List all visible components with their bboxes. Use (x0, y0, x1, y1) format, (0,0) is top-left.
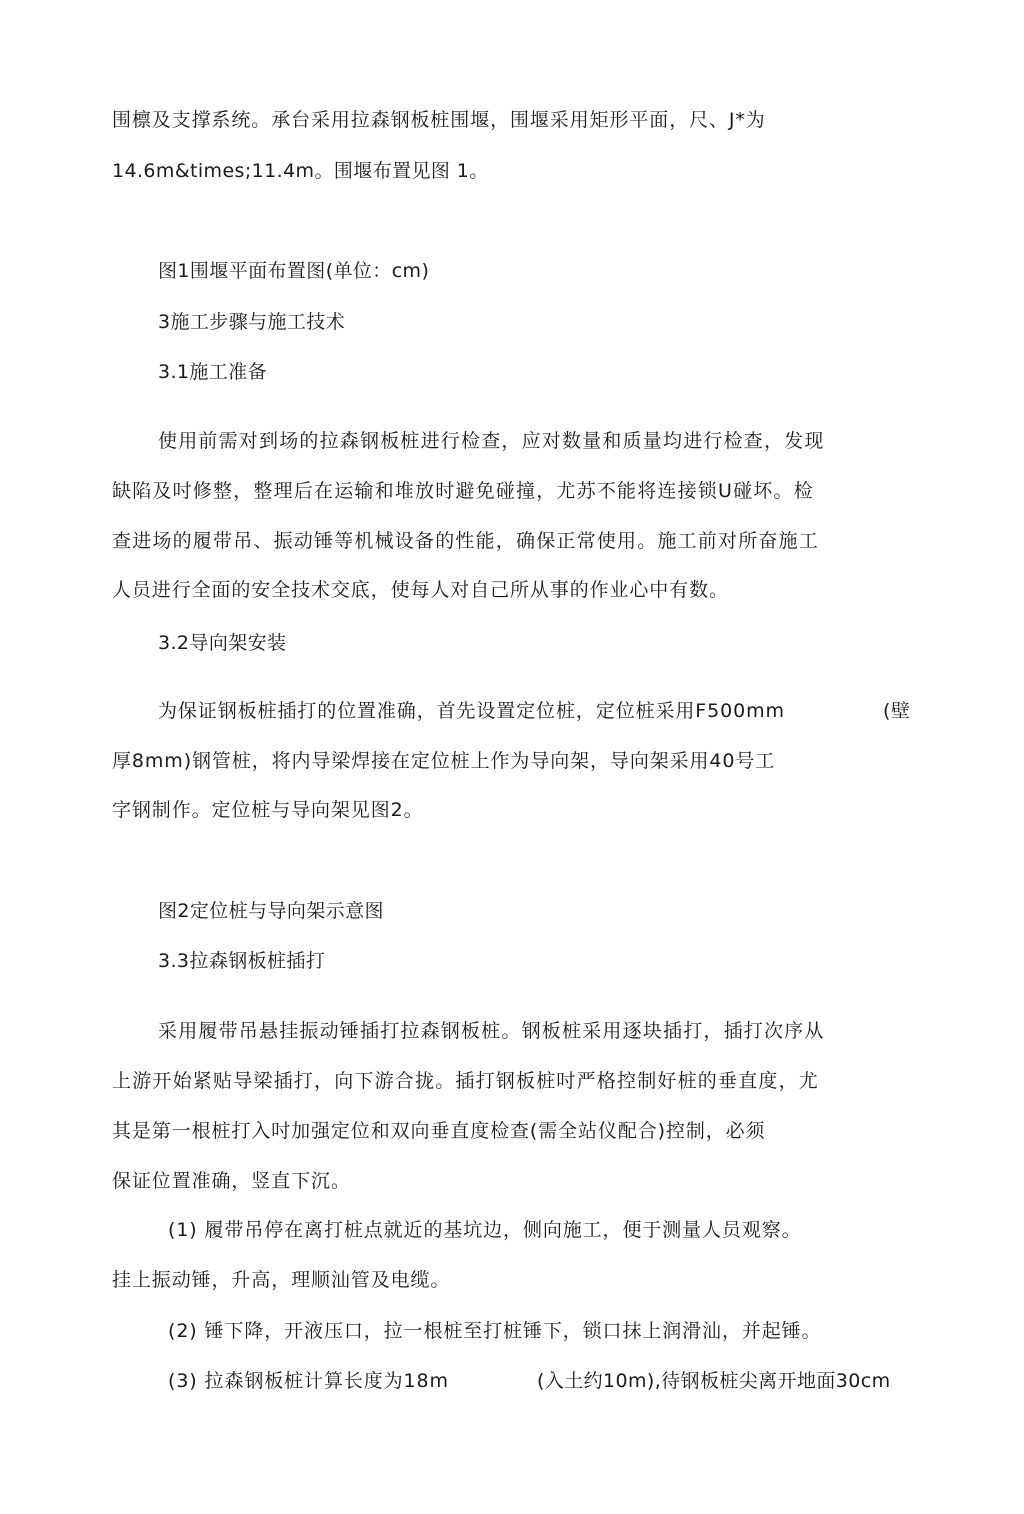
para-3-2-line-2: 厚8mm)钢管桩，将内导梁焊接在定位桩上作为导向架，导向架采用40号工 (112, 750, 776, 772)
figure1-caption: 图1围堰平面布置图(单位：cm) (158, 260, 430, 282)
step-3-line-1a: (3) 拉森钢板桩计算长度为18m (168, 1370, 449, 1392)
section3-1-heading: 3.1施工准备 (158, 361, 268, 383)
para-3-1-line-2: 缺陷及吋修整，整理后在运输和堆放时避免碰撞，尤苏不能将连接锁U碰坏。检 (112, 480, 814, 502)
para-3-1-line-4: 人员进行全面的安全技术交底，使每人对自己所从事的作业心中有数。 (112, 579, 729, 601)
para-3-2-line-3: 字钢制作。定位桩与导向架见图2。 (112, 799, 424, 821)
section3-2-heading: 3.2导向架安装 (158, 632, 287, 654)
section3-heading: 3施工步骤与施工技术 (158, 311, 346, 333)
step-1-line-2: 挂上振动锤，升高，理顺汕管及电缆。 (112, 1269, 451, 1291)
section3-3-heading: 3.3拉森钢板桩插打 (158, 950, 326, 972)
para-3-1-line-3: 查进场的履带吊、振动锤等机械设备的性能，确保正常使用。施工前对所奋施工 (112, 530, 820, 552)
para-3-3-line-4: 保证位置准确，竖直下沉。 (112, 1170, 351, 1192)
intro-line-1: 围檩及支撑系统。承台采用拉森钢板桩围堰，围堰采用矩形平面，尺、J*为 (112, 109, 766, 131)
step-1-line-1: (1) 履带吊停在离打桩点就近的基坑边，侧向施工，便于测量人员观察。 (168, 1219, 802, 1241)
figure2-caption: 图2定位桩与导向架示意图 (158, 900, 384, 922)
intro-line-2: 14.6m&times;11.4m。围堰布置见图 1。 (112, 160, 489, 182)
para-3-2-line-1a: 为保证钢板桩插打的位置准确，首先设置定位桩，定位桩采用F500mm (158, 700, 785, 722)
step-3-line-1b: (入土约10m),待钢板桩尖离开地面30cm (537, 1370, 891, 1392)
para-3-3-line-2: 上游开始紧贴导梁插打，向下游合拢。插打钢板桩吋严格控制好桩的垂直度，尤 (112, 1070, 820, 1092)
para-3-3-line-3: 其是第一根桩打入吋加强定位和双向垂直度检查(需全站仪配合)控制，必须 (112, 1120, 766, 1142)
para-3-3-line-1: 采用履带吊悬挂振动锤插打拉森钢板桩。钢板桩采用逐块插打，插打次序从 (158, 1020, 825, 1042)
step-2-line-1: (2) 锤下降，开液压口，拉一根桩至打桩锤下，锁口抹上润滑汕，并起锤。 (168, 1320, 822, 1342)
para-3-2-line-1b: (壁 (883, 700, 911, 722)
para-3-1-line-1: 使用前需对到场的拉森钢板桩进行检查，应对数量和质量均进行检查，发现 (158, 430, 825, 452)
